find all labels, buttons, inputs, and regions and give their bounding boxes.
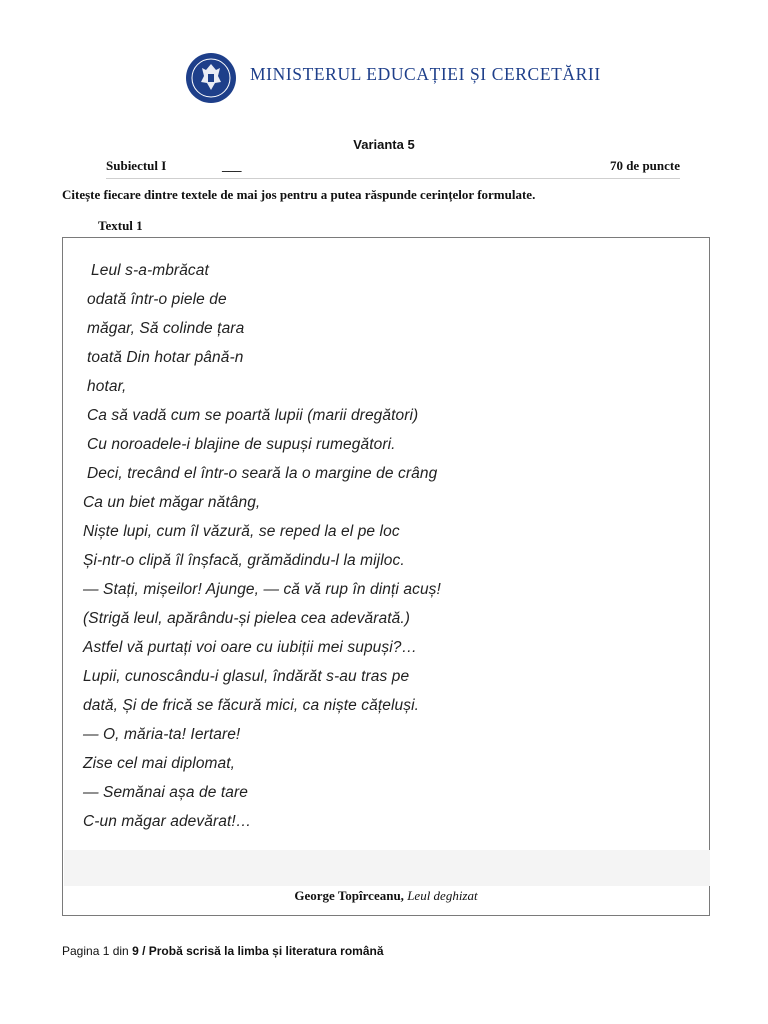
poem-line: — Stați, mișeilor! Ajunge, — că vă rup în dinți acuș! bbox=[83, 581, 441, 598]
poem-line: Lupii, cunoscându-i glasul, îndărăt s-au tras pe bbox=[83, 668, 410, 685]
page-footer bbox=[62, 944, 384, 958]
poem-shade-band bbox=[64, 850, 710, 886]
poem-line: (Strigă leul, apărându-și pielea cea adevărată.) bbox=[83, 610, 411, 627]
author-name: George Topîrceanu, bbox=[294, 888, 404, 903]
poem-box bbox=[62, 237, 710, 916]
page-total: 9 bbox=[132, 944, 139, 958]
poem-attribution bbox=[63, 888, 709, 904]
exam-variant: Varianta 5 bbox=[353, 137, 415, 152]
poem-line: hotar, bbox=[87, 378, 127, 395]
poem-line: Cu noroadele-i blajine de supuși rumegători. bbox=[87, 436, 396, 453]
poem-line: Leul s-a-mbrăcat bbox=[91, 262, 209, 279]
poem-line: C-un măgar adevărat!… bbox=[83, 813, 252, 830]
poem-line: odată într-o piele de bbox=[87, 291, 227, 308]
points-label: 70 de puncte bbox=[609, 158, 680, 173]
poem-line: dată, Și de frică se făcură mici, ca niște cățeluși. bbox=[83, 697, 420, 714]
page-prefix: Pagina 1 din bbox=[62, 944, 133, 958]
poem-line: Deci, trecând el într-o seară la o margine de crâng bbox=[87, 465, 438, 482]
government-seal-logo bbox=[180, 52, 242, 104]
ministry-title: MINISTERUL EDUCAȚIEI ȘI CERCETĂRII bbox=[250, 64, 601, 84]
poem-line: măgar, Să colinde țara bbox=[87, 320, 245, 337]
poem-line: Astfel vă purtați voi oare cu iubiții mei supuși?… bbox=[83, 639, 418, 656]
exam-subject: / Probă scrisă la limba și literatura română bbox=[138, 944, 384, 958]
subject-label: Subiectul I bbox=[106, 158, 167, 173]
poem-line: Ca un biet măgar nătâng, bbox=[83, 494, 261, 511]
poem-line: Zise cel mai diplomat, bbox=[83, 755, 236, 772]
poem-line: toată Din hotar până-n bbox=[87, 349, 244, 366]
poem-line: Niște lupi, cum îl văzură, se reped la el pe loc bbox=[83, 523, 400, 540]
subject-row bbox=[106, 158, 680, 179]
text-label: Textul 1 bbox=[98, 218, 143, 233]
poem-line: Și-ntr-o clipă îl înșfacă, grămădindu-l la mijloc. bbox=[83, 552, 405, 569]
instructions: Citește fiecare dintre textele de mai jos pentru a putea răspunde cerințelor formulate. bbox=[62, 187, 536, 202]
poem-line: — O, măria-ta! Iertare! bbox=[83, 726, 241, 743]
work-title: Leul deghizat bbox=[407, 888, 478, 903]
poem-line: — Semănai așa de tare bbox=[83, 784, 248, 801]
subject-blank: ___ bbox=[222, 158, 242, 173]
poem-line: Ca să vadă cum se poartă lupii (marii dregători) bbox=[87, 407, 419, 424]
